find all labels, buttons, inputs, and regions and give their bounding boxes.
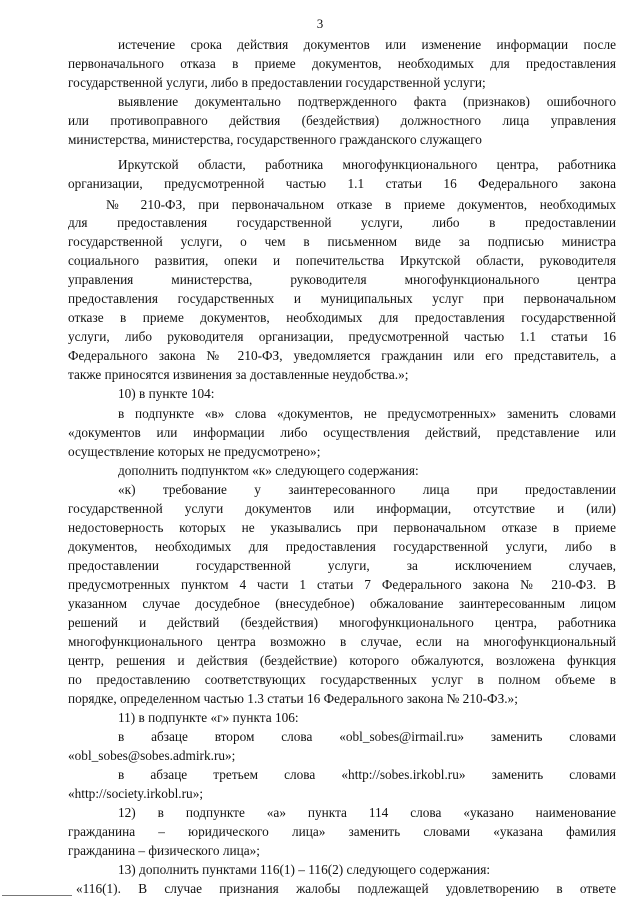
text-line: в подпункте «в» слова «документов, не предусмотренных» заменить словами [118,406,616,421]
text-line: решений и действий (бездействия) многофункционального центра, работника [68,615,616,630]
text-line: осуществление которых не предусмотрено»; [68,444,321,459]
text-line: предоставления государственных и муниципальных услуг при первоначальном [68,291,616,306]
text-line: 13) дополнить пунктами 116(1) – 116(2) следующего содержания: [118,862,491,877]
text-line: Иркутской области, работника многофункционального центра, работника [118,157,616,172]
text-line: № 210-ФЗ, при первоначальном отказе в приеме документов, необходимых [106,197,616,212]
text-line: Федерального закона № 210-ФЗ, уведомляется гражданин или его представитель, а [68,348,616,363]
text-line: министерства, министерства, государственного гражданского служащего [68,132,482,147]
text-line: организации, предусмотренной частью 1.1 статьи 16 Федерального закона [68,176,616,191]
text-line: гражданина – юридического лица» заменить словами «указана фамилия [68,824,616,839]
text-line: 10) в пункте 104: [118,386,215,401]
text-line: «116(1). В случае признания жалобы подлежащей удовлетворению в ответе [76,881,616,896]
text-line: «obl_sobes@sobes.admirk.ru»; [68,748,236,763]
text-line: 12) в подпункте «а» пункта 114 слова «указано наименование [118,805,616,820]
text-line: государственной услуги, о чем в письменном виде за подписью министра [68,234,616,249]
text-line: многофункционального центра возможно в случае, если на многофункциональный [68,634,616,649]
text-line: дополнить подпунктом «к» следующего содержания: [118,463,419,478]
text-line: выявление документально подтвержденного факта (признаков) ошибочного [118,94,616,109]
text-line: по предоставлению соответствующих государственных услуг в полном объеме в [68,672,616,687]
text-line: центр, решения и действия (бездействие) которого обжалуются, возложена функция [68,653,616,668]
text-line: в абзаце втором слова «obl_sobes@irmail.ru» заменить словами [118,729,616,744]
text-line: гражданина – физического лица»; [68,843,260,858]
text-line: первоначального отказа в приеме документов, необходимых для предоставления [68,56,616,71]
text-line: указанном случае досудебное (внесудебное) обжалование заинтересованным лицом [68,596,616,611]
text-line: недостоверность которых не указывались при первоначальном отказе в приеме [68,520,616,535]
text-line: «к) требование у заинтересованного лица при предоставлении [118,482,616,497]
text-line: в абзаце третьем слова «http://sobes.irkobl.ru» заменить словами [118,767,616,782]
text-line: истечение срока действия документов или изменение информации после [118,37,616,52]
text-line: предусмотренных пунктом 4 части 1 статьи 7 Федерального закона № 210-ФЗ. В [68,577,616,592]
page-number: 3 [316,16,324,31]
text-line: услуги, либо руководителя организации, предусмотренной частью 1.1 статьи 16 [68,329,616,344]
text-line: «документов или информации либо осуществления действий, представление или [68,425,616,440]
text-line: 11) в подпункте «г» пункта 106: [118,710,299,725]
text-line: или противоправного действия (бездействия) должностного лица управления [68,113,616,128]
text-line: государственной услуги документов или информации, отсутствие и (или) [68,501,616,516]
text-line: порядке, определенном частью 1.3 статьи 16 Федерального закона № 210-ФЗ.»; [68,691,518,706]
text-line: также приносятся извинения за доставленные неудобства.»; [68,367,409,382]
text-line: документов, необходимых для предоставления государственной услуги, либо в [68,539,616,554]
footnote-rule [2,895,72,896]
text-line: управления министерства, руководителя многофункционального центра [68,272,616,287]
text-line: отказе в приеме документов, необходимых для предоставления государственной [68,310,616,325]
text-line: «http://society.irkobl.ru»; [68,786,204,801]
text-line: социального развития, опеки и попечительства Иркутской области, руководителя [68,253,616,268]
text-line: предоставлении государственной услуги, за исключением случаев, [68,558,616,573]
text-line: государственной услуги, либо в предоставлении государственной услуги; [68,75,486,90]
text-line: для предоставления государственной услуги, либо в предоставлении [68,215,616,230]
